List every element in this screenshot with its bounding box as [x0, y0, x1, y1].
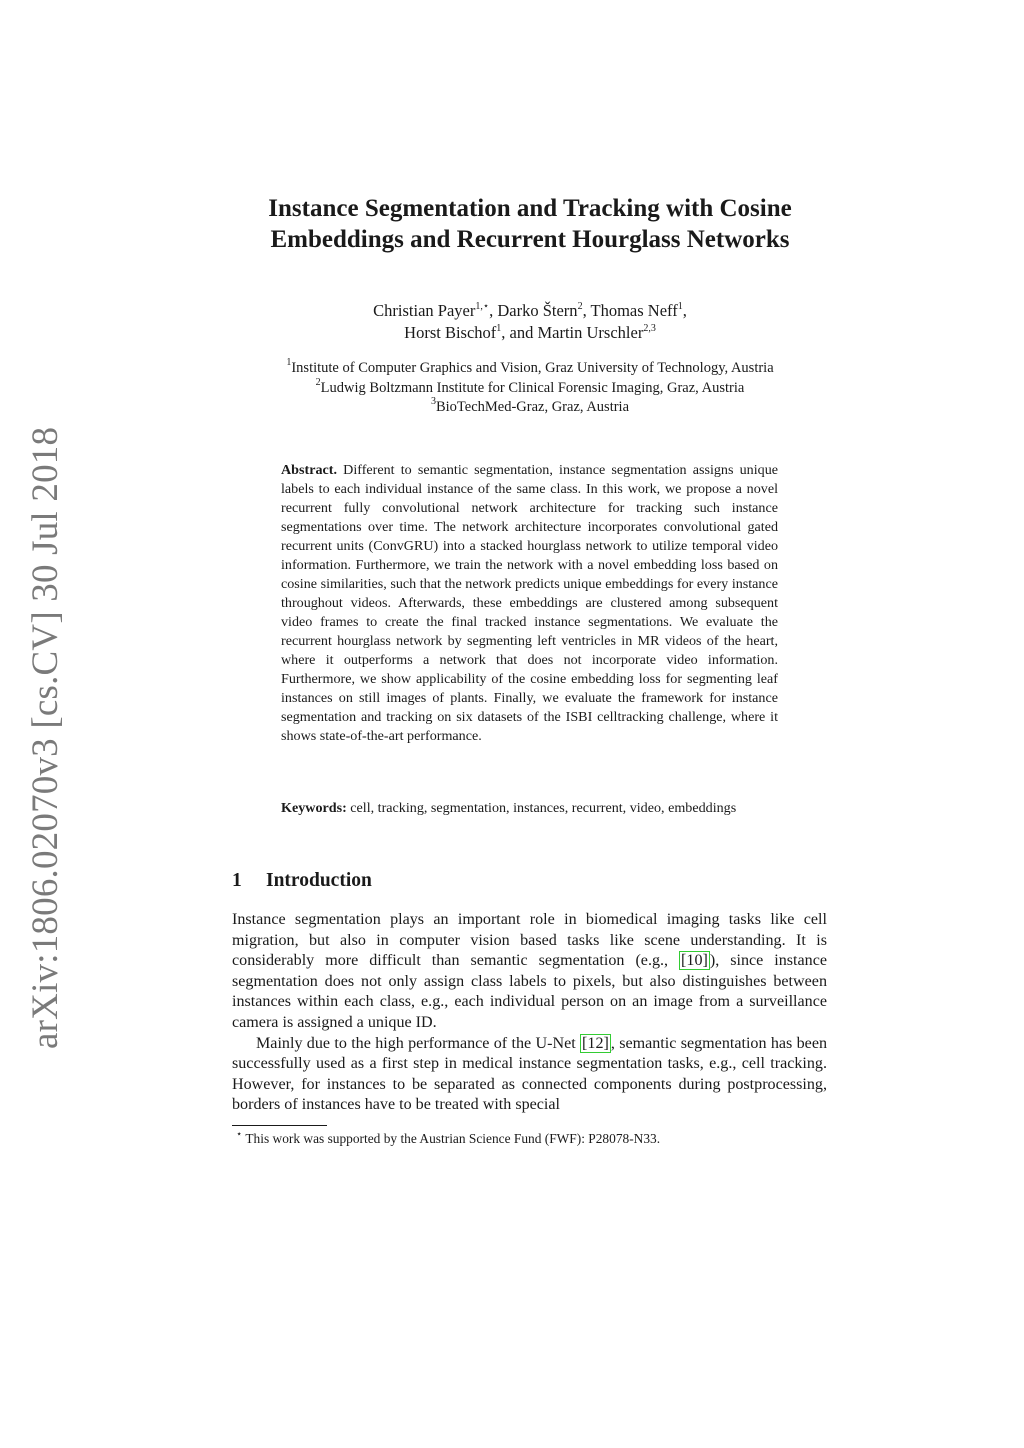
intro-paragraph-2 [232, 1034, 827, 1116]
title-line-1: Instance Segmentation and Tracking with Cosine [268, 195, 792, 222]
citation-12-number: 12 [587, 1034, 604, 1052]
paper-title [200, 193, 860, 255]
affiliation-1-number: 1 [286, 357, 292, 369]
intro-p1-text-b: ), since instance segmentation does not only assign class labels to pixels, but also distinguishes between instances within each class, e.g., each individual person on an image from a surveillance camera is assigned a unique ID. [232, 952, 827, 1031]
intro-p2-text-b: , semantic segmentation has been successfully used as a first step in medical instance segmentation tasks, e.g., cell tracking. However, for instances to be separated as connected components during postprocessing, borders of instances have to be treated with special [232, 1034, 828, 1114]
footnote [236, 1130, 826, 1147]
affiliation-3-text: BioTechMed-Graz, Graz, Austria [435, 399, 630, 415]
author-neff-affil: 1 [677, 300, 683, 312]
keywords [281, 799, 778, 818]
introduction-body [232, 910, 827, 1116]
author-bischof-affil: 1 [496, 322, 502, 334]
affiliation-3 [200, 398, 860, 418]
section-number: 1 [232, 870, 242, 891]
title-line-2: Embeddings and Recurrent Hourglass Networks [270, 226, 790, 253]
author-list [200, 300, 860, 344]
author-urschler-affil: 2,3 [643, 322, 656, 334]
footnote-mark: ⋆ [236, 1128, 243, 1140]
affiliation-2-number: 2 [315, 376, 321, 388]
footnote-divider [232, 1125, 327, 1126]
affiliations [200, 359, 860, 418]
affiliation-2-text: Ludwig Boltzmann Institute for Clinical Forensic Imaging, Graz, Austria [320, 379, 745, 396]
author-bischof: Horst Bischof [404, 323, 497, 342]
arxiv-identifier-stamp: arXiv:1806.02070v3 [cs.CV] 30 Jul 2018 [25, 426, 66, 1049]
intro-p1-text-a: Instance segmentation plays an important role in biomedical imaging tasks like cell migration, but also in computer vision based tasks like scene understanding. It is considerably more difficult than semantic segmentation (e.g., [232, 911, 827, 970]
intro-p2-text-a: Mainly due to the high performance of the U-Net [256, 1034, 581, 1052]
author-stern: , Darko Štern [489, 301, 578, 320]
author-line-1 [200, 300, 860, 322]
intro-paragraph-1 [232, 910, 827, 1034]
author-payer: Christian Payer [373, 301, 476, 320]
abstract [281, 461, 778, 746]
citation-link-10[interactable]: [10] [681, 952, 708, 970]
abstract-label: Abstract. [281, 462, 337, 478]
author-stern-affil: 2 [577, 300, 583, 312]
section-title: Introduction [266, 870, 372, 891]
keywords-label: Keywords: [281, 800, 347, 816]
affiliation-1 [200, 359, 860, 379]
author-urschler: , and Martin Urschler [501, 323, 644, 342]
affiliation-1-text: Institute of Computer Graphics and Vision, Graz University of Technology, Austria [291, 360, 774, 376]
citation-10-number: 10 [686, 952, 703, 970]
author-line-2 [200, 322, 860, 344]
affiliation-3-number: 3 [430, 396, 436, 408]
citation-link-12[interactable]: [12] [582, 1034, 609, 1052]
affiliation-2 [200, 376, 860, 399]
author-separator: , [682, 301, 687, 320]
keywords-text: cell, tracking, segmentation, instances, recurrent, video, embeddings [350, 800, 737, 816]
section-heading-introduction [232, 868, 632, 894]
author-payer-affil: 1,⋆ [475, 300, 490, 312]
abstract-text: Different to semantic segmentation, instance segmentation assigns unique labels to each individual instance of the same class. In this work, we propose a novel recurrent fully convolutional network architecture for tracking such instance segmentations over time. The network architecture incorporates convolutional gated recurrent units (ConvGRU) into a stacked hourglass network to utilize temporal video information. Furthermore, we train the network with a novel embedding loss based on cosine similarities, such that the network predicts unique embeddings for every instance throughout videos. Afterwards, these embeddings are clustered among subsequent video frames to create the final tracked instance segmentations. We evaluate the recurrent hourglass network by segmenting left ventricles in MR videos of the heart, where it outperforms a network that does not incorporate video information. Furthermore, we show applicability of the cosine embedding loss for segmenting leaf instances on still images of plants. Finally, we evaluate the framework for instance segmentation and tracking on six datasets of the ISBI celltracking challenge, where it shows state-of-the-art performance. [281, 462, 778, 744]
footnote-text: This work was supported by the Austrian Science Fund (FWF): P28078-N33. [245, 1131, 661, 1146]
author-neff: , Thomas Neff [582, 301, 678, 320]
